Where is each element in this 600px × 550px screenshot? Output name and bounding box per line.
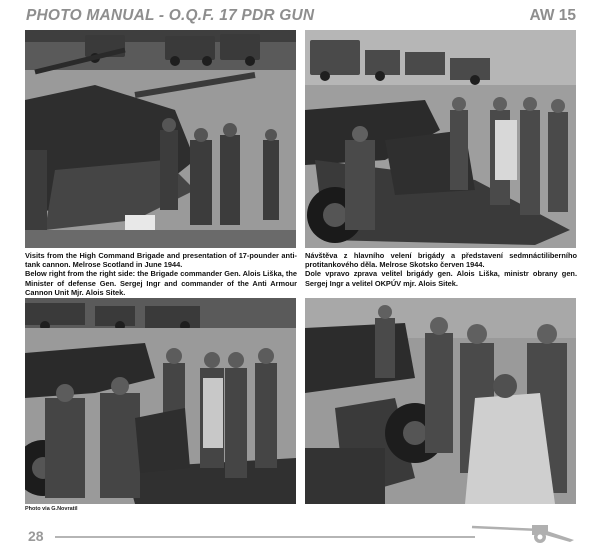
page-number: 28 — [28, 528, 44, 544]
photo-bottom-left — [25, 298, 296, 504]
photo-credit: Photo via G.Novratil — [25, 506, 78, 512]
caption-czech-line1: Návštěva z hlavního velení brigády a představení sedmnáctiliberního protitankového děla. Melrose Skotsko červen 1944. — [305, 251, 577, 270]
page-header-code: AW 15 — [529, 7, 576, 24]
gun-silhouette-icon — [470, 518, 578, 544]
caption-english-line2: Below right from the right side: the Brigade commander Gen. Alois Liška, the Minister of defense Gen. Sergej Ingr and commander of the Anti Armour Cannon Unit Mjr. Alois Sitek. — [25, 269, 297, 297]
caption-english-line1: Visits from the High Command Brigade and presentation of 17-pounder anti-tank cannon. Melrose Scotland in June 1944. — [25, 251, 297, 270]
photo-top-left — [25, 30, 296, 248]
page-header-title: PHOTO MANUAL - O.Q.F. 17 PDR GUN — [26, 7, 315, 24]
caption-english — [25, 251, 297, 297]
caption-czech-line2: Dole vpravo zprava velitel brigády gen. Alois Liška, ministr obrany gen. Sergej Ingr a velitel OKPÚV mjr. Alois Sitek. — [305, 269, 577, 288]
footer-divider — [55, 536, 475, 538]
caption-czech — [305, 251, 577, 288]
photo-top-right — [305, 30, 576, 248]
photo-bottom-right — [305, 298, 576, 504]
